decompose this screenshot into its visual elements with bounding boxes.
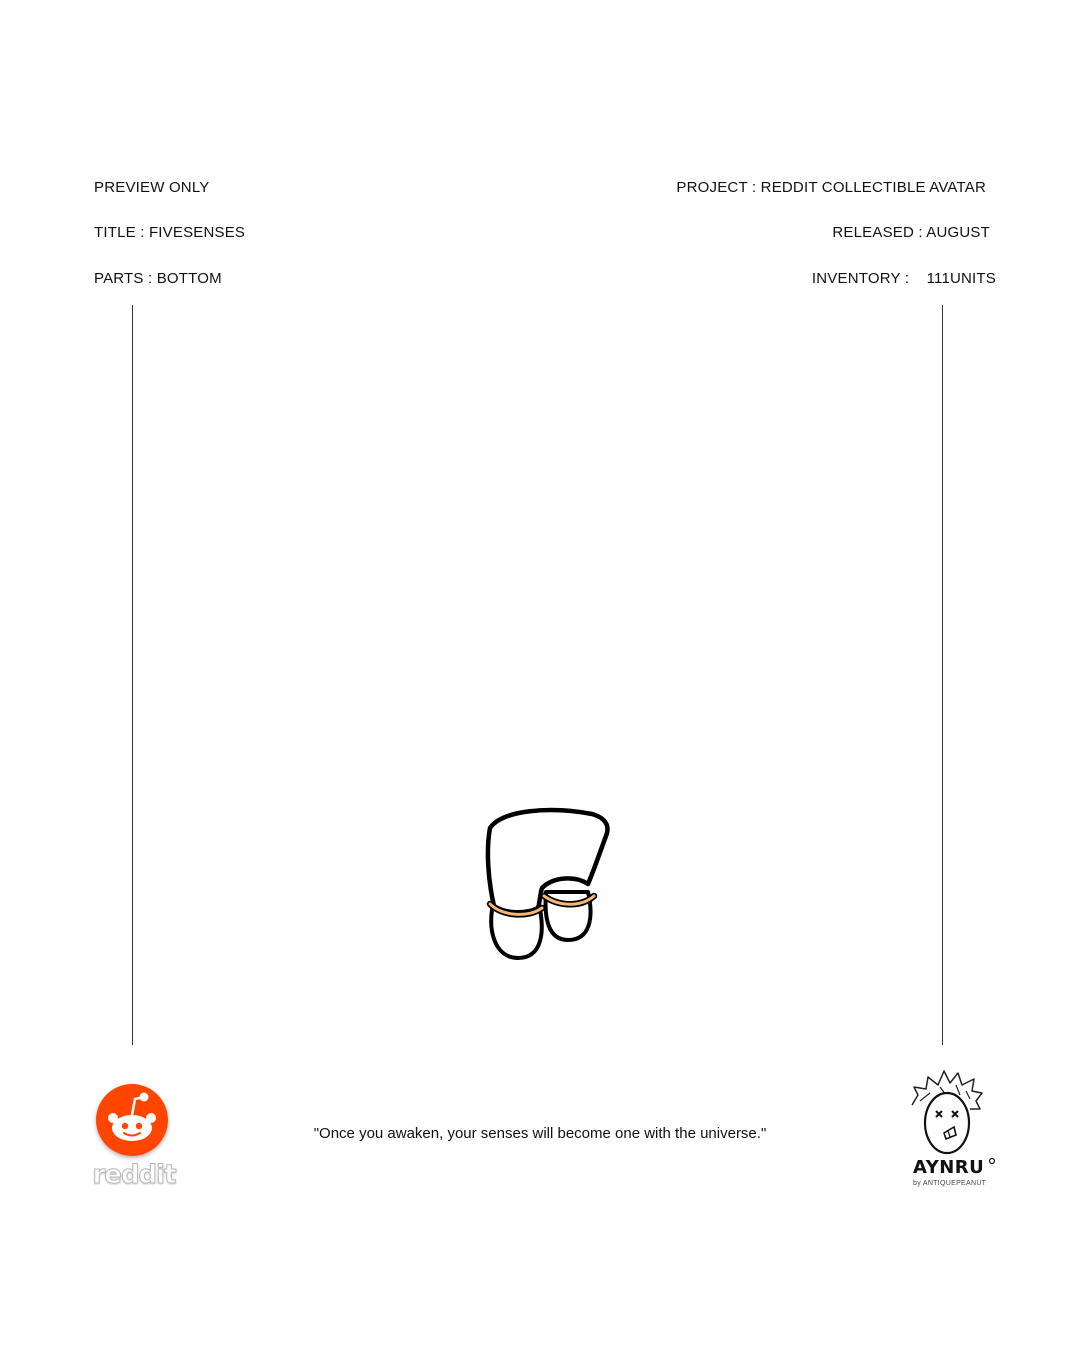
quote-text: "Once you awaken, your senses will become one with the universe." (313, 1125, 767, 1142)
title-label: TITLE : FIVESENSES (94, 224, 246, 241)
reddit-wordmark: reddit (92, 1160, 176, 1190)
parts-label: PARTS : BOTTOM (94, 270, 222, 287)
released-label: RELEASED : AUGUST (832, 224, 990, 241)
aynru-byline: by ANTIQUEPEANUT (913, 1180, 987, 1187)
project-label: PROJECT : REDDIT COLLECTIBLE AVATAR (676, 179, 986, 196)
shorts-bottom-icon (470, 800, 630, 970)
aynru-wordmark: AYNRU (913, 1157, 985, 1178)
left-frame-line (132, 305, 133, 1045)
inventory-label: INVENTORY : 111UNITS (811, 270, 996, 287)
right-frame-line (942, 305, 943, 1045)
preview-label: PREVIEW ONLY (94, 179, 210, 196)
